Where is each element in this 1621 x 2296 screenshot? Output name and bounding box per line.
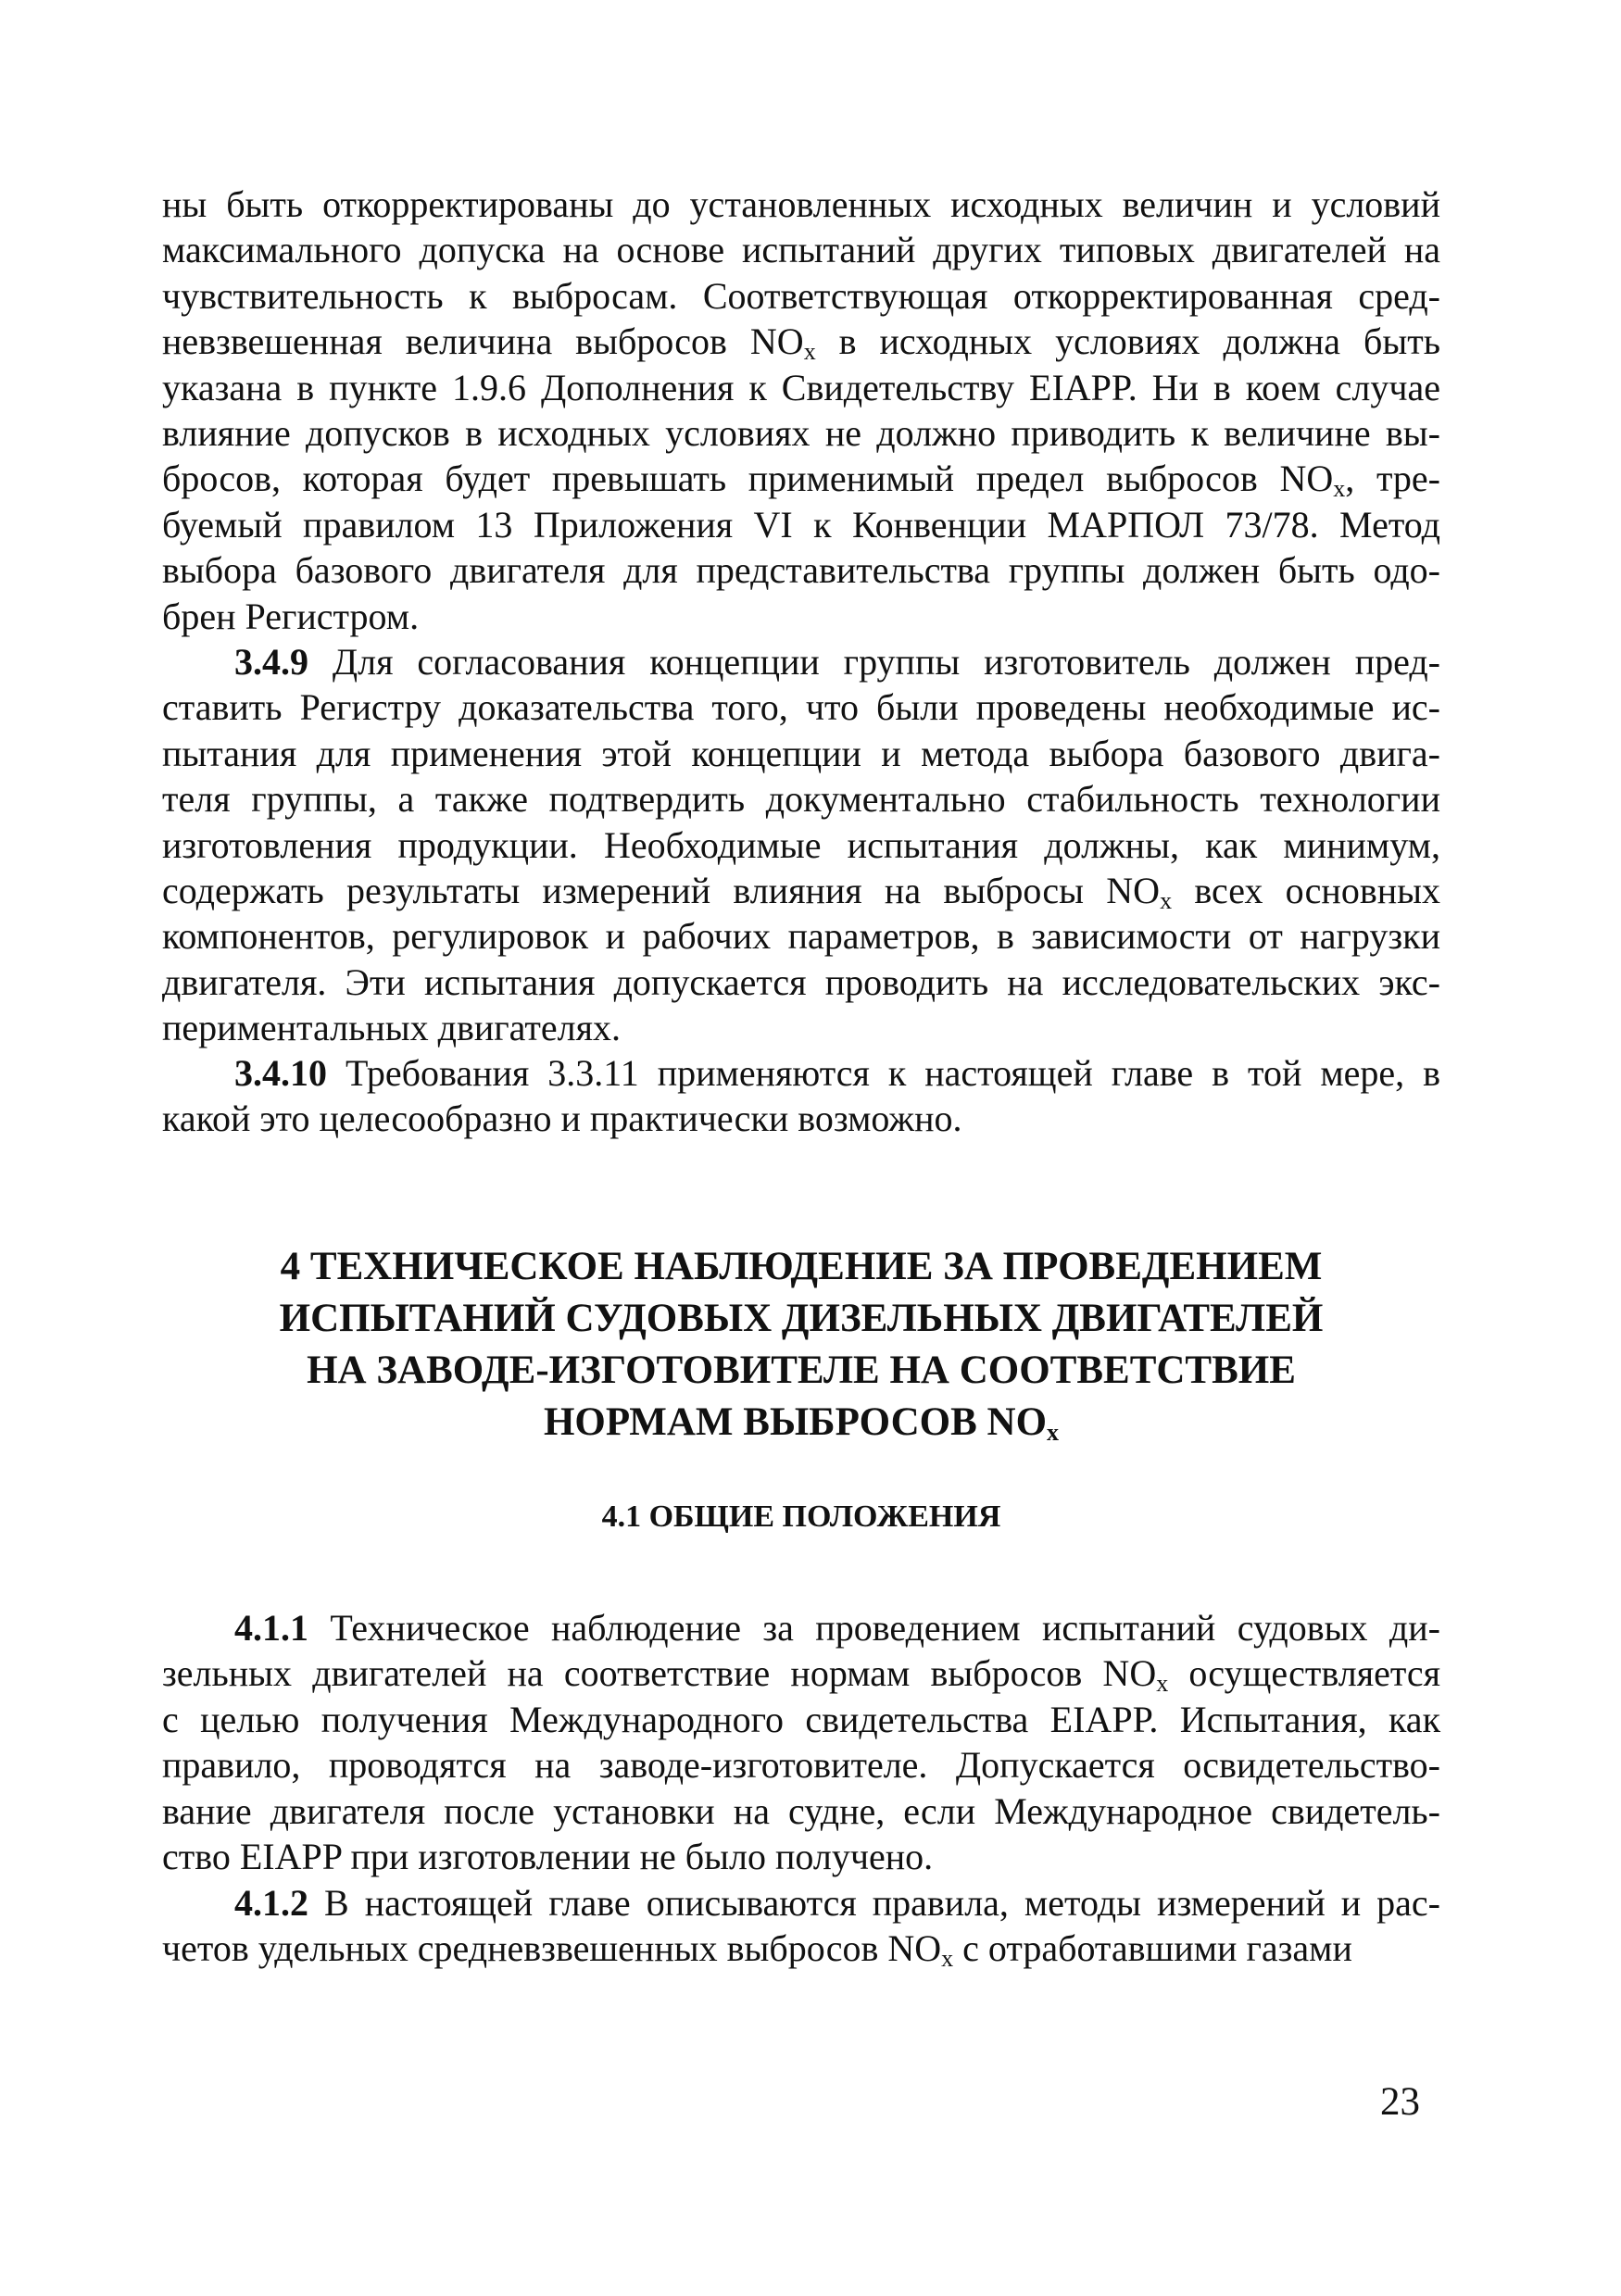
- text-run: невзвешенная величина выбросов NO: [162, 320, 804, 363]
- text-run: с отработавшими газами: [953, 1927, 1352, 1970]
- subscript: x: [1160, 886, 1173, 914]
- text-run: правило, проводятся на заводе-изготовителе. Допускается освидетельство-: [162, 1744, 1440, 1787]
- paragraph-4-1-2: [162, 1880, 1440, 1972]
- text-run: теля группы, а также подтвердить документально стабильность технологии: [162, 778, 1440, 821]
- subscript: x: [941, 1945, 954, 1973]
- text-run: компонентов, регулировок и рабочих параметров, в зависимости от нагрузки: [162, 915, 1440, 958]
- text-run: НОРМАМ ВЫБРОСОВ NO: [543, 1400, 1048, 1444]
- subscript: x: [803, 338, 816, 366]
- text-line: [162, 1926, 1440, 1971]
- subscript: x: [1333, 475, 1346, 503]
- text-run: брен Регистром.: [162, 595, 420, 637]
- paragraph-3-4-9: [162, 639, 1440, 1051]
- text-line: [162, 182, 1440, 227]
- text-line: [162, 960, 1440, 1005]
- text-run: двигателя. Эти испытания допускается проводить на исследовательских экс-: [162, 960, 1440, 1003]
- text-line: [162, 1650, 1440, 1696]
- text-line: [162, 1050, 1440, 1096]
- text-line: [162, 502, 1440, 547]
- text-run: , тре-: [1345, 458, 1440, 500]
- text-run: указана в пункте 1.9.6 Дополнения к Свидетельству EIAPP. Ни в коем случае: [162, 366, 1440, 408]
- text-line: [162, 868, 1440, 913]
- text-line: [162, 1096, 1440, 1141]
- heading-line: [162, 1397, 1440, 1449]
- text-line: [162, 365, 1440, 410]
- text-run: Техническое наблюдение за проведением испытаний судовых ди-: [308, 1607, 1440, 1649]
- text-run: Для согласования концепции группы изготовитель должен пред-: [308, 641, 1440, 683]
- text-run: чувствительность к выбросам. Соответствующая откорректированная сред-: [162, 274, 1440, 317]
- text-run: ны быть откорректированы до установленных исходных величин и условий: [162, 183, 1440, 225]
- text-line: [162, 1697, 1440, 1742]
- text-line: [162, 822, 1440, 868]
- clause-number: 3.4.10: [234, 1052, 327, 1094]
- text-run: вание двигателя после установки на судне, если Международное свидетель-: [162, 1789, 1440, 1832]
- text-run: НА ЗАВОДЕ-ИЗГОТОВИТЕЛЕ НА СООТВЕТСТВИЕ: [307, 1349, 1296, 1392]
- clause-number: 4.1.2: [234, 1882, 308, 1924]
- subscript: x: [1047, 1419, 1060, 1446]
- heading-line: [162, 1293, 1440, 1345]
- heading-line: [162, 1241, 1440, 1293]
- text-line: [162, 410, 1440, 456]
- heading-line: [162, 1345, 1440, 1397]
- text-run: ИСПЫТАНИЙ СУДОВЫХ ДИЗЕЛЬНЫХ ДВИГАТЕЛЕЙ: [279, 1297, 1324, 1340]
- text-line: [162, 731, 1440, 776]
- text-line: [162, 1005, 1440, 1050]
- clause-number: 4.1.1: [234, 1607, 308, 1649]
- text-run: 4 ТЕХНИЧЕСКОЕ НАБЛЮДЕНИЕ ЗА ПРОВЕДЕНИЕМ: [280, 1245, 1323, 1288]
- text-line: [162, 594, 1440, 639]
- text-line: [162, 547, 1440, 593]
- text-line: [162, 913, 1440, 959]
- clause-number: 3.4.9: [234, 641, 308, 683]
- text-run: периментальных двигателях.: [162, 1007, 621, 1049]
- text-line: [162, 319, 1440, 364]
- page-number: 23: [1380, 2080, 1420, 2124]
- text-line: [162, 1880, 1440, 1926]
- text-line: [162, 227, 1440, 272]
- text-line: [162, 639, 1440, 684]
- text-run: какой это целесообразно и практически возможно.: [162, 1098, 962, 1140]
- text-run: осуществляется: [1168, 1652, 1440, 1695]
- text-run: пытания для применения этой концепции и метода выбора базового двига-: [162, 732, 1440, 774]
- text-line: [162, 1788, 1440, 1834]
- text-run: изготовления продукции. Необходимые испытания должны, как минимум,: [162, 823, 1440, 866]
- text-run: буемый правилом 13 Приложения VI к Конвенции МАРПОЛ 73/78. Метод: [162, 503, 1440, 546]
- text-run: всех основных: [1172, 869, 1440, 911]
- paragraph-3-4-10: [162, 1050, 1440, 1142]
- text-run: содержать результаты измерений влияния на выбросы NO: [162, 869, 1161, 911]
- paragraph-continuation: [162, 182, 1440, 639]
- text-run: влияние допусков в исходных условиях не должно приводить к величине вы-: [162, 411, 1440, 454]
- text-run: четов удельных средневзвешенных выбросов NO: [162, 1927, 942, 1970]
- text-run: Требования 3.3.11 применяются к настоящей главе в той мере, в: [327, 1052, 1440, 1094]
- text-run: с целью получения Международного свидетельства EIAPP. Испытания, как: [162, 1698, 1440, 1740]
- text-line: [162, 1605, 1440, 1650]
- text-run: ство EIAPP при изготовлении не было получено.: [162, 1835, 934, 1877]
- text-line: [162, 456, 1440, 501]
- text-run: бросов, которая будет превышать применимый предел выбросов NO: [162, 458, 1334, 500]
- text-line: [162, 273, 1440, 319]
- chapter-heading: [162, 1241, 1440, 1449]
- section-heading: 4.1 ОБЩИЕ ПОЛОЖЕНИЯ: [601, 1499, 1001, 1534]
- text-run: зельных двигателей на соответствие нормам выбросов NO: [162, 1652, 1157, 1695]
- text-run: ставить Регистру доказательства того, что были проведены необходимые ис-: [162, 686, 1440, 729]
- text-run: максимального допуска на основе испытаний других типовых двигателей на: [162, 229, 1440, 271]
- paragraph-4-1-1: [162, 1605, 1440, 1879]
- text-line: [162, 684, 1440, 730]
- text-line: [162, 1834, 1440, 1879]
- subscript: x: [1156, 1670, 1169, 1698]
- text-run: в исходных условиях должна быть: [815, 320, 1440, 363]
- text-run: В настоящей главе описываются правила, методы измерений и рас-: [308, 1882, 1440, 1924]
- text-line: [162, 1742, 1440, 1788]
- text-run: выбора базового двигателя для представительства группы должен быть одо-: [162, 549, 1440, 592]
- text-line: [162, 776, 1440, 822]
